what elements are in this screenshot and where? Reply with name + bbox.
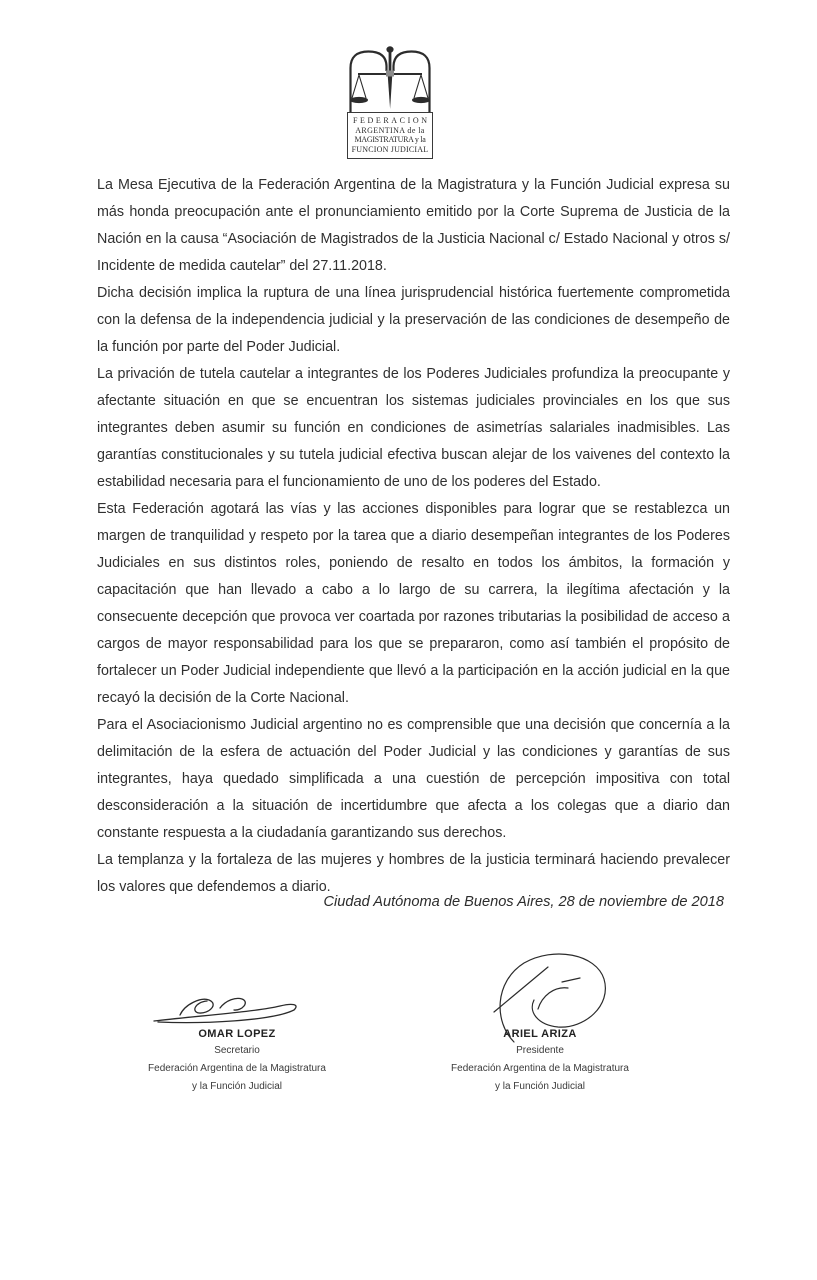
scales-sword-icon — [347, 45, 433, 112]
paragraph-1: La Mesa Ejecutiva de la Federación Argentina de la Magistratura y la Función Judicial expresa su más honda preocupación ante el pronunciamiento emitido por la Corte Suprema de Justicia de la Nación en la causa “Asociación de Magistrados de la Justicia Nacional c/ Estado Nacional y otros s/ Incidente de medida cautelar” del 27.11.2018. — [97, 177, 730, 274]
signatory-name: ARIEL ARIZA — [503, 1028, 577, 1040]
paragraph-3: La privación de tutela cautelar a integrantes de los Poderes Judiciales profundiza la preocupante y afectante situación en que se encuentran los sistemas judiciales provinciales en los que sus integrantes deben asumir su función en condiciones de asimetrías salariales inadmisibles. Las garantías constitucionales y su tutela judicial efectiva buscan alejar de los vaivenes del contexto la estabilidad necesaria para el funcionamiento de uno de los poderes del Estado. — [97, 366, 730, 490]
signatory-org-line-2: y la Función Judicial — [494, 1081, 586, 1092]
signature-ariel-ariza-icon — [478, 952, 630, 1044]
logo-line-4: FUNCION JUDICIAL — [351, 144, 429, 154]
letter-body — [97, 172, 730, 901]
signature-block-secretary — [97, 1026, 377, 1096]
signatory-org-line-2: y la Función Judicial — [191, 1081, 283, 1092]
signatory-title: Secretario — [214, 1045, 260, 1056]
signatory-title: Presidente — [516, 1045, 564, 1056]
fam-logo — [347, 45, 433, 159]
signatory-org-line-1: Federación Argentina de la Magistratura — [148, 1063, 326, 1074]
logo-line-2: ARGENTINA de la — [355, 125, 425, 135]
signatory-name: OMAR LOPEZ — [198, 1028, 276, 1040]
paragraph-5: Para el Asociacionismo Judicial argentino no es comprensible que una decisión que concernía a la delimitación de la esfera de actuación del Poder Judicial y las condiciones y garantías de sus integrantes, haya quedado simplificada a una cuestión de percepción impositiva con total desconsideración a la situación de incertidumbre que afecta a los colegas que a diario dan constante respuesta a la ciudadanía garantizando sus derechos. — [97, 717, 730, 841]
logo-line-1: FEDERACION — [352, 116, 430, 125]
logo-line-3: MAGISTRATURA y la — [354, 135, 426, 144]
signature-omar-lopez-icon — [150, 992, 315, 1032]
paragraph-4: Esta Federación agotará las vías y las acciones disponibles para lograr que se restablezca un margen de tranquilidad y respeto por la tarea que a diario desempeñan integrantes de los Poderes Judiciales en sus distintos roles, poniendo de resalto en todos los ámbitos, la formación y capacitación que han llevado a cabo a lo largo de su carrera, la ilegítima afectación y la consecuente decepción que provoca ver coartada por razones tributarias la posibilidad de acceso a cargos de mayor responsabilidad para los que se prepararon, como así también el propósito de fortalecer un Poder Judicial independiente que llevó a la participación en la acción judicial en la que recayó la decisión de la Corte Nacional. — [97, 501, 730, 706]
logo-text-box — [347, 112, 433, 159]
signatory-org-line-1: Federación Argentina de la Magistratura — [451, 1063, 629, 1074]
paragraph-6: La templanza y la fortaleza de las mujeres y hombres de la justicia terminará haciendo prevalecer los valores que defendemos a diario. — [97, 852, 730, 895]
dateline: Ciudad Autónoma de Buenos Aires, 28 de noviembre de 2018 — [323, 894, 724, 910]
paragraph-2: Dicha decisión implica la ruptura de una línea jurisprudencial histórica fuertemente comprometida con la defensa de la independencia judicial y la preservación de las condiciones de desempeño de la función por parte del Poder Judicial. — [97, 285, 730, 355]
